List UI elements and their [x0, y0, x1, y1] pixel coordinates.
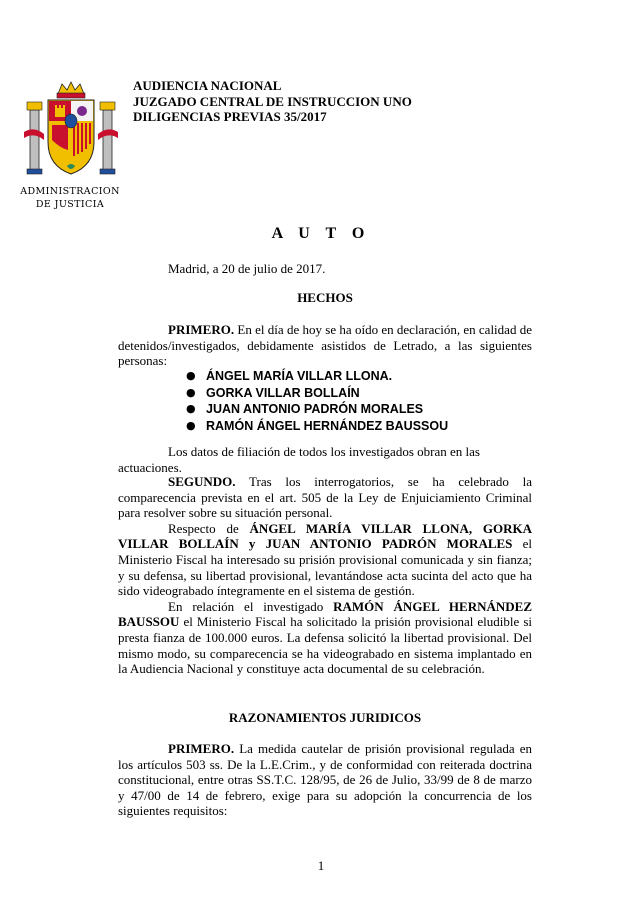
razonamientos-heading	[118, 710, 532, 726]
primero-text: En el día de hoy se ha oído en declaración, en calidad de detenidos/investigados, debidamente asistidos de Letrado, a las siguientes personas:	[118, 322, 532, 369]
date-text: Madrid, a 20 de julio de 2017.	[168, 261, 326, 276]
admin-label-line-1: ADMINISTRACION	[20, 186, 120, 197]
segundo-label: SEGUNDO.	[168, 474, 236, 489]
filiacion-paragraph	[118, 444, 532, 475]
person-name: RAMÓN ÁNGEL HERNÁNDEZ BAUSSOU	[206, 418, 449, 433]
list-item: ● JUAN ANTONIO PADRÓN MORALES	[186, 402, 424, 416]
date-line	[118, 261, 532, 277]
court-section: JUZGADO CENTRAL DE INSTRUCCION UNO	[133, 93, 412, 109]
admin-label-line-2: DE JUSTICIA	[35, 199, 105, 210]
razonamientos-primero	[118, 741, 532, 819]
hechos-segundo	[118, 474, 532, 677]
list-item: ● RAMÓN ÁNGEL HERNÁNDEZ BAUSSOU	[186, 418, 449, 433]
page-number: 1	[317, 858, 325, 873]
list-item: ● GORKA VILLAR BOLLAÍN	[186, 385, 360, 400]
hechos-primero	[118, 322, 532, 369]
administracion-label	[15, 185, 125, 211]
person-name: JUAN ANTONIO PADRÓN MORALES	[206, 402, 424, 416]
document-title: A U T O	[271, 225, 371, 242]
document-header	[133, 78, 412, 125]
hechos-heading	[118, 290, 532, 306]
respecto-text: el Ministerio Fiscal ha interesado su prisión provisional comunicada y sin fianza; y su defensa, su libertad provisional, levantándose acta sucinta del acto que ha sido videograbado íntegramente en el sistema de gestión.	[118, 536, 532, 599]
relacion-text: el Ministerio Fiscal ha solicitado la prisión provisional eludible si presta fianza de 100.000 euros. La defensa solicitó la libertad provisional. Del mismo modo, su comparecencia se ha videograbado en sistema implantado en la Audiencia Nacional y constituye acta documental de su celebración.	[118, 614, 532, 677]
razon-primero-text: La medida cautelar de prisión provisional regulada en los artículos 503 ss. De la L.E.Crim., y de conformidad con reiterada doctrina constitucional, entre otras SS.T.C. 128/95, de 26 de Julio, 33/99 de 8 de marzo y 47/00 de 14 de febrero, exige para su adopción la concurrencia de los siguientes requisitos:	[118, 741, 532, 819]
primero-label: PRIMERO.	[168, 322, 235, 337]
filiacion-text: Los datos de filiación de todos los investigados obran en las actuaciones.	[118, 444, 480, 475]
person-name: ÁNGEL MARÍA VILLAR LLONA.	[206, 369, 393, 383]
respecto-pre: Respecto de	[168, 520, 250, 536]
relacion-name: RAMÓN ÁNGEL HERNÁNDEZ BAUSSOU	[118, 598, 532, 630]
persons-list	[118, 368, 532, 434]
relacion-pre: En relación el investigado	[168, 598, 334, 614]
razon-primero-label: PRIMERO.	[168, 741, 235, 756]
court-name: AUDIENCIA NACIONAL	[133, 78, 282, 93]
razonamientos-title: RAZONAMIENTOS JURIDICOS	[228, 710, 422, 725]
coat-of-arms-drawing	[22, 80, 120, 180]
respecto-names: ÁNGEL MARÍA VILLAR LLONA, GORKA VILLAR BOLLAÍN y JUAN ANTONIO PADRÓN MORALES	[118, 520, 532, 552]
case-number: DILIGENCIAS PREVIAS 35/2017	[133, 109, 327, 124]
hechos-title: HECHOS	[297, 290, 353, 305]
coat-of-arms-emblem	[22, 80, 120, 180]
segundo-text: Tras los interrogatorios, se ha celebrado la comparecencia prevista en el art. 505 de la Ley de Enjuiciamiento Criminal para resolver sobre su situación personal.	[118, 474, 532, 521]
person-name: GORKA VILLAR BOLLAÍN	[206, 385, 360, 400]
list-item: ● ÁNGEL MARÍA VILLAR LLONA.	[186, 369, 393, 383]
